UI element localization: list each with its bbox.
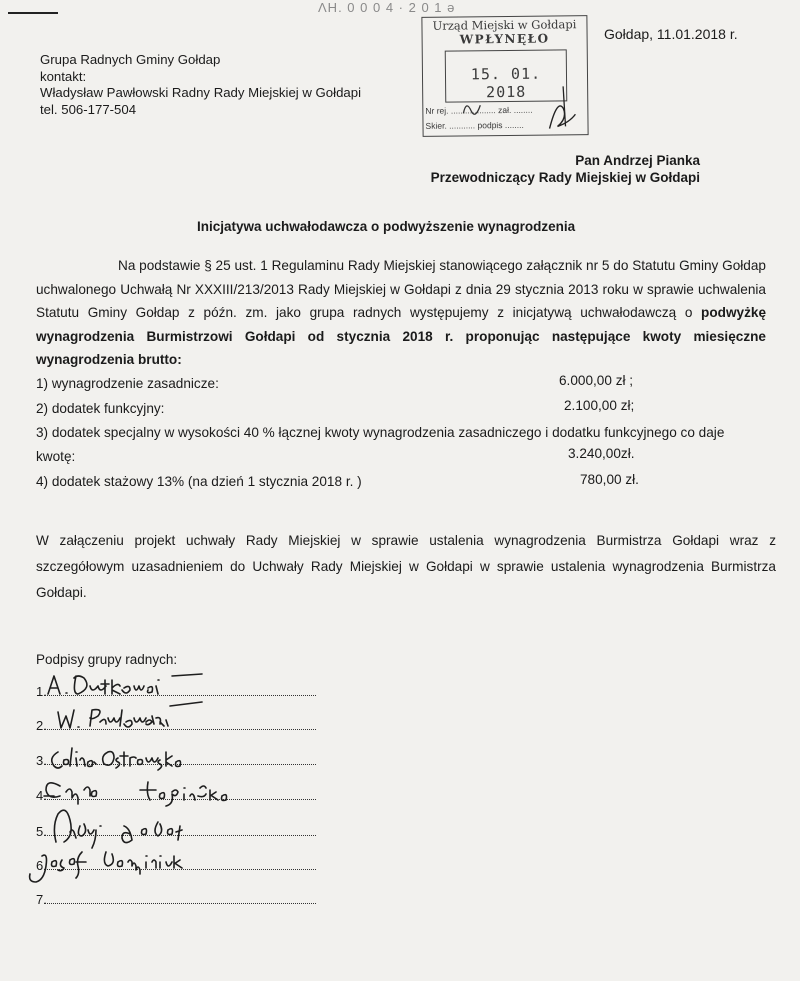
signature-row <box>36 748 316 768</box>
stamp-date: 15. 01. 2018 <box>470 64 542 102</box>
stamp-sign-label: podpis <box>477 120 503 131</box>
signature-row-number: 6. <box>36 858 47 873</box>
salary-item-label: 3) dodatek specjalny w wysokości 40 % łącznej kwoty wynagrodzenia zasadniczego i dodatku funkcyjnego co daje <box>36 425 725 440</box>
sender-line: Grupa Radnych Gminy Gołdap <box>40 52 221 67</box>
signature-row <box>36 853 316 873</box>
sender-line: tel. 506-177-504 <box>40 101 137 117</box>
stamp-office: Urząd Miejski w Gołdapi <box>432 17 577 33</box>
signature-row-number: 1. <box>36 684 47 699</box>
salary-item-amount: 3.240,00zł. <box>568 446 635 461</box>
signature-row-number: 5. <box>36 824 47 839</box>
signature-row <box>36 679 316 699</box>
registration-scribble: ɅH. 0 0 0 4 · 2 0 1 ǝ <box>318 0 456 15</box>
salary-item-amount: 6.000,00 zł ; <box>559 373 634 388</box>
addressee-block <box>431 152 700 186</box>
signature-row-number: 3. <box>36 753 47 768</box>
signature-row <box>36 819 316 839</box>
intro-text: Na podstawie § 25 ust. 1 Regulaminu Rady Miejskiej stanowiącego załącznik nr 5 do Statutu Gminy Gołdap uchwalonego Uchwałą Nr XXXIII/213/2013 Rady Miejskiej w Gołdapi z dnia 29 stycznia 2013 roku w sprawie uchwalenia Statutu Gminy Gołdap z późn. zm. jako grupa radnych występujemy z inicjatywą uchwałodawczą o <box>36 258 766 320</box>
addressee-role: Przewodniczący Rady Miejskiej w Gołdapi <box>430 170 700 185</box>
signature-row <box>36 783 316 803</box>
stamp-reg-label: Nr rej. <box>425 105 449 116</box>
stamp-received-word: WPŁYNĘŁO <box>459 31 550 47</box>
received-stamp <box>421 15 588 137</box>
appendix-paragraph: W załączeniu projekt uchwały Rady Miejskiej w sprawie ustalenia wynagrodzenia Burmistrza Gołdapi wraz z szczegółowym uzasadnieniem do Uchwały Rady Miejskiej w Gołdapi w sprawie ustalenia wynagrodzenia Burmistrza Gołdapi. <box>36 533 776 600</box>
salary-item-label: 1) wynagrodzenie zasadnicze: <box>36 376 219 391</box>
salary-item-amount: 2.100,00 zł; <box>564 398 635 413</box>
stamp-att-label: zał. <box>498 104 512 116</box>
salary-item-amount: 780,00 zł. <box>580 472 639 487</box>
signatures-label: Podpisy grupy radnych: <box>36 652 178 667</box>
salary-item-label: 2) dodatek funkcyjny: <box>36 401 165 416</box>
sender-line: Władysław Pawłowski Radny Rady Miejskiej w Gołdapi <box>40 85 362 100</box>
top-rule <box>8 12 58 14</box>
addressee-name: Pan Andrzej Pianka <box>575 153 700 168</box>
salary-item-label: 4) dodatek stażowy 13% (na dzień 1 stycznia 2018 r. ) <box>36 474 362 489</box>
salary-item-continuation: kwotę: <box>36 449 76 464</box>
signature-row-number: 4. <box>36 788 47 803</box>
signature-row <box>36 887 316 907</box>
sender-line: kontakt: <box>40 68 87 84</box>
signature-row-number: 2. <box>36 718 47 733</box>
stamp-skier-label: Skier. <box>425 120 447 131</box>
stamp-skier-row: Skier. ........... podpis ........ <box>425 119 524 131</box>
sender-block <box>40 52 361 118</box>
place-date: Gołdap, 11.01.2018 r. <box>604 26 738 42</box>
intro-paragraph <box>36 254 766 372</box>
stamp-initials-icon <box>422 16 587 136</box>
stamp-reg-row: Nr rej. ................... zał. ........ <box>425 104 533 116</box>
signature-row-number: 7. <box>36 892 47 907</box>
intro-bold-text: podwyżkę wynagrodzenia Burmistrzowi Gołdapi od stycznia 2018 r. proponując następujące kwoty miesięczne wynagrodzenia brutto: <box>36 305 767 367</box>
signature-row <box>36 713 316 733</box>
document-title: Inicjatywa uchwałodawcza o podwyższenie wynagrodzenia <box>197 219 576 234</box>
